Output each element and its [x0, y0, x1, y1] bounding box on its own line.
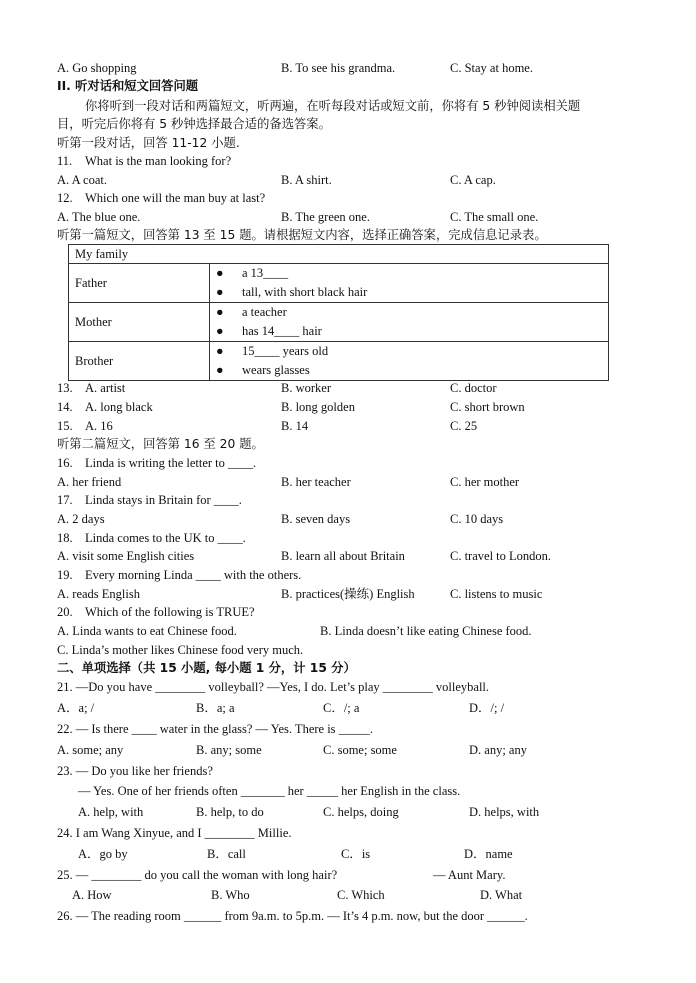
q12-number: 12. [57, 191, 73, 205]
father-item-2: ● tall, with short black hair [216, 283, 602, 302]
q25-option-d: D. What [480, 888, 523, 902]
q18-option-c: C. travel to London. [450, 549, 552, 563]
q12-option-a: A. The blue one. [57, 210, 141, 224]
q16-text: Linda is writing the letter to ____. [85, 456, 257, 470]
q20-option-c: C. Linda’s mother likes Chinese food very much. [57, 643, 304, 657]
q15-option-b: B. 14 [281, 419, 309, 433]
q12-text: Which one will the man buy at last? [85, 191, 266, 205]
q10-option-b: B. To see his grandma. [281, 61, 396, 75]
q21-option-b: B．a; a [196, 701, 235, 715]
q12-option-c: C. The small one. [450, 210, 539, 224]
q24-option-d: D．name [464, 847, 513, 861]
q21-option-c: C．/; a [323, 701, 360, 715]
bullet-icon: ● [216, 285, 224, 299]
q18-option-b: B. learn all about Britain [281, 549, 405, 563]
q20-option-a: A. Linda wants to eat Chinese food. [57, 624, 237, 638]
q20-stem [57, 604, 255, 620]
family-table-header: My family [69, 245, 609, 264]
q23-stem-line2: — Yes. One of her friends often _______ her _____ her English in the class. [78, 784, 461, 798]
q18-stem [57, 530, 246, 546]
q19-option-a: A. reads English [57, 587, 140, 601]
q23-option-c: C. helps, doing [323, 805, 399, 819]
q22-option-a: A. some; any [57, 743, 124, 757]
q14-option-a: A. long black [85, 400, 153, 414]
family-info-table [68, 244, 609, 381]
q11-option-c: C. A cap. [450, 173, 496, 187]
q11-number: 11. [57, 154, 73, 168]
q24-option-c: C．is [341, 847, 371, 861]
q23-option-a: A. help, with [78, 805, 144, 819]
row-label-father: Father [69, 264, 210, 303]
q25-option-a: A. How [72, 888, 112, 902]
q11-stem [57, 153, 231, 169]
q13-row [57, 380, 125, 396]
bullet-icon: ● [216, 344, 224, 358]
q10-option-a: A. Go shopping [57, 61, 137, 75]
section2-title: II. 听对话和短文回答问题 [57, 79, 199, 93]
q23-option-b: B. help, to do [196, 805, 264, 819]
q25-stem: 25. — ________ do you call the woman with long hair? [57, 868, 338, 882]
row-label-brother: Brother [69, 342, 210, 381]
q24-option-b: B．call [207, 847, 246, 861]
q25-answer-text: — Aunt Mary. [433, 868, 506, 882]
q16-option-a: A. her friend [57, 475, 122, 489]
q13-number: 13. [57, 381, 73, 395]
q25-option-b: B. Who [211, 888, 250, 902]
q16-option-b: B. her teacher [281, 475, 351, 489]
q13-option-b: B. worker [281, 381, 331, 395]
q19-option-b: B. practices(操练) English [281, 587, 415, 601]
q20-option-b: B. Linda doesn’t like eating Chinese food. [320, 624, 532, 638]
brother-item-1: ● 15____ years old [216, 342, 602, 361]
passage2-intro: 听第二篇短文，回答第 16 至 20 题。 [57, 437, 264, 451]
q19-text: Every morning Linda ____ with the others. [85, 568, 302, 582]
q17-number: 17. [57, 493, 73, 507]
q12-option-b: B. The green one. [281, 210, 370, 224]
q22-stem: 22. — Is there ____ water in the glass? — Yes. There is _____. [57, 722, 374, 736]
q17-option-a: A. 2 days [57, 512, 105, 526]
q11-option-a: A. A coat. [57, 173, 107, 187]
passage1-intro: 听第一篇短文，回答第 13 至 15 题。请根据短文内容，选择正确答案，完成信息记录表。 [57, 228, 547, 242]
q18-option-a: A. visit some English cities [57, 549, 195, 563]
q15-option-a: A. 16 [85, 419, 113, 433]
q13-option-a: A. artist [85, 381, 126, 395]
q10-option-c: C. Stay at home. [450, 61, 533, 75]
q14-option-b: B. long golden [281, 400, 355, 414]
q14-row [57, 399, 153, 415]
q24-option-a: A．go by [78, 847, 128, 861]
q19-option-c: C. listens to music [450, 587, 543, 601]
q12-stem [57, 190, 265, 206]
q21-option-d: D．/; / [469, 701, 505, 715]
q26-stem: 26. — The reading room ______ from 9a.m. to 5p.m. — It’s 4 p.m. now, but the door ______. [57, 909, 528, 923]
q17-option-c: C. 10 days [450, 512, 504, 526]
q14-option-c: C. short brown [450, 400, 525, 414]
q19-number: 19. [57, 568, 73, 582]
mother-item-2: ● has 14____ hair [216, 322, 602, 341]
q17-stem [57, 492, 242, 508]
dialog-intro: 听第一段对话，回答 11-12 小题. [57, 136, 240, 150]
bullet-icon: ● [216, 324, 224, 338]
q11-text: What is the man looking for? [85, 154, 232, 168]
q21-option-a: A．a; / [57, 701, 95, 715]
row-label-mother: Mother [69, 303, 210, 342]
mother-item-1: ● a teacher [216, 303, 602, 322]
section2-instruction-line2: 目，听完后你将有 5 秒钟选择最合适的备选答案。 [57, 117, 331, 131]
father-item-1: ● a 13____ [216, 264, 602, 283]
q16-stem [57, 455, 256, 471]
bullet-icon: ● [216, 305, 224, 319]
q15-option-c: C. 25 [450, 419, 478, 433]
q11-option-b: B. A shirt. [281, 173, 332, 187]
q15-row [57, 418, 113, 434]
section2-instruction-line1: 你将听到一段对话和两篇短文，听两遍，在听每段对话或短文前，你将有 5 秒钟阅读相关题 [85, 99, 581, 113]
q21-stem: 21. —Do you have ________ volleyball? —Yes, I do. Let’s play ________ volleyball. [57, 680, 490, 694]
q17-option-b: B. seven days [281, 512, 351, 526]
bullet-icon: ● [216, 363, 224, 377]
q20-text: Which of the following is TRUE? [85, 605, 255, 619]
q22-option-c: C. some; some [323, 743, 397, 757]
q13-option-c: C. doctor [450, 381, 497, 395]
section-single-choice-title: 二、单项选择（共 15 小题, 每小题 1 分，计 15 分） [57, 661, 356, 675]
q22-option-d: D. any; any [469, 743, 527, 757]
q15-number: 15. [57, 419, 73, 433]
q19-stem [57, 567, 301, 583]
q25-option-c: C. Which [337, 888, 385, 902]
q18-number: 18. [57, 531, 73, 545]
q17-text: Linda stays in Britain for ____. [85, 493, 242, 507]
brother-item-2: ● wears glasses [216, 361, 602, 380]
q23-stem: 23. — Do you like her friends? [57, 764, 213, 778]
q20-number: 20. [57, 605, 73, 619]
q24-stem: 24. I am Wang Xinyue, and I ________ Millie. [57, 826, 292, 840]
q18-text: Linda comes to the UK to ____. [85, 531, 246, 545]
q22-option-b: B. any; some [196, 743, 262, 757]
q23-option-d: D. helps, with [469, 805, 540, 819]
q16-number: 16. [57, 456, 73, 470]
q16-option-c: C. her mother [450, 475, 520, 489]
q14-number: 14. [57, 400, 73, 414]
bullet-icon: ● [216, 266, 224, 280]
